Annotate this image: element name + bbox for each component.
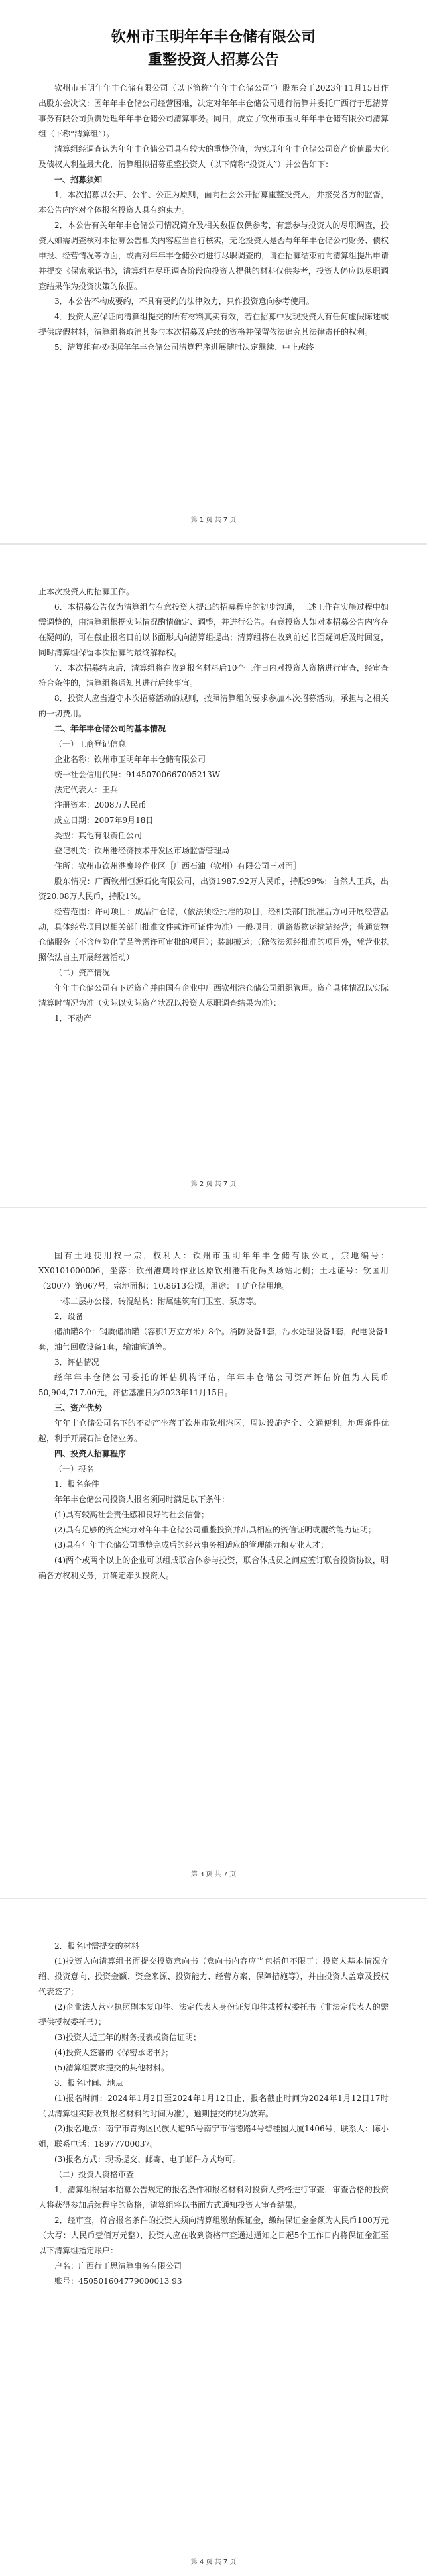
intro-paragraph-2: 清算组经调查认为年年丰仓储公司具有较大的重整价值，为实现年年丰仓储公司资产价值最大化及债权人利益最大化，清算组拟招募重整投资人（以下简称“投资人”）并公告如下： <box>38 144 389 169</box>
section-heading-4: 四、投资人招募程序 <box>54 1449 127 1458</box>
notice-item-4: 4．投资人应保证向清算组提交的所有材料真实有效，若在招募中发现投资人有任何虚假陈述或提供虚假材料，清算组将取消其参与本次招募及后续的资格并保留依法追究其法律责任的权利。 <box>38 312 389 337</box>
subsection-qualification-review: （二）投资人资格审查 <box>54 2170 135 2179</box>
title-line-2: 重整投资人招募公告 <box>147 52 279 68</box>
title-line-1: 钦州市玉明年年丰仓储有限公司 <box>111 29 316 46</box>
notice-item-5-cont: 止本次投资人的招募工作。 <box>38 587 135 596</box>
notice-item-1: 1．本次招募以公开、公平、公正为原则，面向社会公开招募重整投资人，并接受各方的监督，本公告内容对全体报名投资人具有约束力。 <box>38 190 389 215</box>
section-heading-3: 三、资产优势 <box>54 1403 103 1413</box>
review-item-1: 1．清算组根据本招募公告规定的报名条件和报名材料对投资人资格进行审查，审查合格的投资人将获得参加后续程序的资格，清算组将以书面方式通知投资人审查结果。 <box>38 2185 389 2210</box>
condition-3: (3)具有年年丰仓储公司重整完成后的经营事务相适应的管理能力和专业人才； <box>54 1540 329 1550</box>
material-1: (1)投资人向清算组书面提交投资意向书（意向书内容应当包括但不限于：投资人基本情况介绍、投资意向、投资金额、资金来源、投资能力、经营方案、保障措施等），并由投资人盖章及授权代表签字； <box>38 1957 389 1996</box>
registration-time: (1)报名时间：2024年1月2日至2024年1月12日止，报名截止时间为2024年1月12日17时（以清算组实际收到报名材料的时间为准），逾期提交的视为放弃。 <box>38 2094 389 2118</box>
account-number: 账号：450501604779000013 93 <box>54 2277 182 2286</box>
asset-intro: 年年丰仓储公司有下述资产并由国有企业中广西钦州港仓储公司组织管理。资产具体情况以实际清算时情况为准（实际以实际资产状况以投资人尽职调查结果为准）： <box>38 983 389 1008</box>
asset-evaluation: 经年年丰仓储公司委托的评估机构评估，年年丰仓储公司资产评估价值为人民币50,904,717.00元，评估基准日为2023年11月15日。 <box>38 1373 389 1397</box>
page-3 <box>0 1222 427 1884</box>
reg-capital: 注册资本：2008万人民币 <box>54 800 147 810</box>
condition-4: (4)两个或两个以上的企业可以组成联合体参与投资，联合体成员之间应签订联合投资协议，明确各方权利义务，并确定牵头投资人。 <box>38 1556 389 1580</box>
notice-item-8: 8．投资人应当遵守本次招募活动的规则，按照清算组的要求参加本次招募活动，承担与之相关的一切费用。 <box>38 694 389 718</box>
asset-evaluation-heading: 3．评估情况 <box>54 1358 99 1367</box>
material-3: (3)投资人近三年的财务报表或资信证明； <box>54 2033 201 2042</box>
section-heading-1: 一、招募须知 <box>54 175 103 184</box>
materials-heading: 2．报名时需提交的材料 <box>54 1941 139 1951</box>
page-1 <box>0 0 427 530</box>
page-4 <box>0 1912 427 2576</box>
condition-1: (1)具有较高社会责任感和良好的社会信誉； <box>54 1510 209 1519</box>
time-place-heading: 3．报名时间、地点 <box>54 2078 123 2088</box>
asset-building: 一栋二层办公楼，砖混结构；附属建筑有门卫室、泵房等。 <box>54 1297 262 1306</box>
page-1-number: 第 1 页 共 7 页 <box>190 517 237 524</box>
reg-shareholders: 股东情况：广西钦州恒源石化有限公司，出资1987.92万人民币，持股99%；自然人王兵，出资20.08万人民币，持股1%。 <box>38 877 389 901</box>
reg-authority: 登记机关：钦州港经济技术开发区市场监督管理局 <box>54 846 230 855</box>
material-4: (4)投资人签署的《保密承诺书》； <box>54 2048 173 2057</box>
registration-place: (2)报名地点：南宁市青秀区民族大道95号南宁市信德路4号碧桂园大厦1406号，联系人：陈小姐，联系电话：18977700037。 <box>38 2124 389 2149</box>
reg-legal-rep: 法定代表人：王兵 <box>54 785 119 794</box>
material-5: (5)清算组要求提交的其他材料。 <box>54 2063 169 2072</box>
section-heading-2: 二、年年丰仓储公司的基本情况 <box>54 724 166 733</box>
asset-equipment: 储油罐8个：钢质储油罐（容积1万立方米）8个。消防设备1套，污水处理设备1套，配电设备1套，油气回收设备1套，输油管道等。 <box>38 1327 389 1352</box>
reg-scope: 经营范围：许可项目：成品油仓储，（依法须经批准的项目，经相关部门批准后方可开展经营活动，具体经营项目以相关部门批准文件或许可证件为准）一般项目：道路货物运输站经营；普通货物仓储服务（不含危险化学品等需许可审批的项目）；装卸搬运；（除依法须经批准的项目外，凭营业执照依法自主开展经营活动） <box>38 907 389 962</box>
reg-founded: 成立日期：2007年9月18日 <box>54 816 154 825</box>
page-divider <box>0 1207 427 1208</box>
subsection-registration-process: （一）报名 <box>54 1464 95 1474</box>
asset-advantage: 年年丰仓储公司名下的不动产坐落于钦州市钦州港区，周边设施齐全、交通便利，地理条件优越，利于开展石油仓储业务。 <box>38 1419 389 1443</box>
notice-item-5: 5．清算组有权根据年年丰仓储公司清算程序进展随时决定继续、中止或终 <box>54 343 314 352</box>
page-4-content <box>38 1939 389 2289</box>
page-3-content <box>38 1248 389 1583</box>
subsection-registration: （一）工商登记信息 <box>54 739 127 749</box>
notice-item-2: 2．本公告有关年年丰仓储公司情况简介及相关数据仅供参考，有意参与投资人的尽职调查，投资人如需调查核对本招募公告相关内容应当自行核实，无论投资人是否与年年丰仓储公司财务、债权申报、经营情况等方面，或需对年年丰仓储公司进行尽职调查的，请在招募结束前向清算组提出申请并提交《保密承诺书》，清算组在尽职调查阶段向投资人提供的材料仅供参考，投资人仍应以尽职调查结果作为投资决策的依据。 <box>38 221 389 291</box>
notice-item-6: 6．本招募公告仅为清算组与有意投资人提出的招募程序的初步沟通，上述工作在实施过程中如需调整的，由清算组根据实际情况酌情确定、调整，并进行公告。有意投资人如对本招募公告内容存在疑问的，可在截止报名日前以书面形式向清算组提出；清算组将在收到前述书面疑问后及时回复，同时清算组保留本次招募的最终解释权。 <box>38 602 389 657</box>
page-2 <box>0 558 427 1194</box>
page-3-number: 第 3 页 共 7 页 <box>190 1871 237 1878</box>
notice-item-7: 7．本次招募结束后，清算组将在收到报名材料后10个工作日内对投资人资格进行审查，经审查符合条件的，清算组将通知其进行后续事宜。 <box>38 663 389 688</box>
reg-address: 住所：钦州市钦州港鹰岭作业区［广西石油（钦州）有限公司三对面］ <box>54 861 302 871</box>
page-2-number: 第 2 页 共 7 页 <box>190 1181 237 1188</box>
registration-method: (3)报名方式：现场提交、邮寄、电子邮件方式均可。 <box>54 2155 241 2164</box>
subsection-assets: （二）资产情况 <box>54 968 111 977</box>
reg-company-name: 企业名称：钦州市玉明年年丰仓储有限公司 <box>54 755 206 764</box>
page-2-content <box>38 584 389 1026</box>
reg-credit-code: 统一社会信用代码：91450700667005213W <box>54 770 221 779</box>
condition-heading: 1．报名条件 <box>54 1479 99 1489</box>
account-name: 户名：广西行于思清算事务有限公司 <box>54 2261 182 2271</box>
material-2: (2)企业法人营业执照副本复印件、法定代表人身份证复印件或授权委托书（非法定代表人的需提供授权委托书）； <box>38 2002 389 2027</box>
review-item-2: 2．经审查，符合报名条件的投资人须向清算组缴纳保证金，缴纳保证金金额为人民币100万元（大写：人民币壹佰万元整），投资人应在收到资格审查通过通知之日起5个工作日内将保证金汇至以下清算组指定账户： <box>38 2216 389 2255</box>
asset-real-estate-heading: 1．不动产 <box>54 1014 91 1023</box>
intro-paragraph-1: 钦州市玉明年年丰仓储有限公司（以下简称“年年丰仓储公司”）股东会于2023年11月15日作出股东会决议：因年年丰仓储公司经营困难，决定对年年丰仓储公司进行清算并委托广西行于思清算事务有限公司负责处理年年丰仓储公司清算事务。同日，成立了钦州市玉明年年丰仓储有限公司清算组（下称“清算组”）。 <box>38 83 389 138</box>
page-1-content <box>38 27 389 355</box>
asset-land: 国有土地使用权一宗，权利人：钦州市玉明年年丰仓储有限公司，宗地编号：XX0101000006，坐落：钦州港鹰岭作业区原钦州港石化码头场站北侧；土地证号：钦国用（2007）第067号，宗地面积：10.8613公顷，用途：工矿仓储用地。 <box>38 1251 389 1291</box>
notice-item-3: 3．本公告不构成要约，不具有要约的法律效力，只作投资意向参考使用。 <box>54 297 314 306</box>
condition-2: (2)具有足够的资金实力对年年丰仓储公司重整投资并出具相应的资信证明或履约能力证明； <box>54 1525 377 1534</box>
reg-type: 类型：其他有限责任公司 <box>54 831 143 840</box>
page-4-number: 第 4 页 共 7 页 <box>190 2559 237 2566</box>
condition-intro: 年年丰仓储公司投资人报名须同时满足以下条件： <box>54 1495 230 1504</box>
page-divider <box>0 1898 427 1899</box>
page-divider <box>0 543 427 545</box>
asset-equipment-heading: 2．设备 <box>54 1312 84 1321</box>
